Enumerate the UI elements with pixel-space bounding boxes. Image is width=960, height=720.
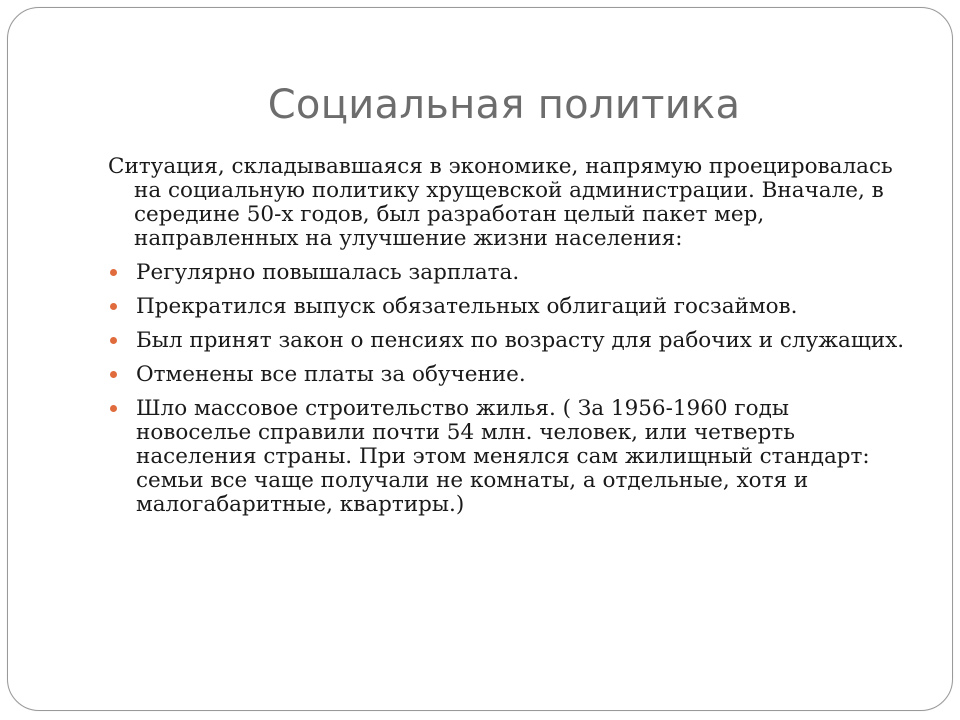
bullet-text: Регулярно повышалась зарплата.	[136, 260, 520, 285]
bullet-text: Шло массовое строительство жилья. ( За 1956-1960 годы новоселье справили почти 54 млн. человек, или четверть населения страны. При этом менялся сам жилищный стандарт: семьи все чаще получали не комнаты, а отдельные, хотя и малогабаритные, квартиры.)	[136, 396, 870, 517]
bullet-icon	[110, 269, 117, 276]
bullet-icon	[110, 405, 117, 412]
slide-title: Социальная политика	[267, 82, 741, 128]
bullet-list	[108, 261, 908, 517]
bullet-text: Отменены все платы за обучение.	[136, 362, 526, 387]
bullet-icon	[110, 337, 117, 344]
bullet-text: Был принят закон о пенсиях по возрасту для рабочих и служащих.	[136, 328, 905, 353]
list-item	[108, 329, 908, 353]
bullet-text: Прекратился выпуск обязательных облигаций госзаймов.	[136, 294, 798, 319]
bullet-icon	[110, 371, 117, 378]
list-item	[108, 295, 908, 319]
list-item	[108, 363, 908, 387]
bullet-icon	[110, 303, 117, 310]
list-item	[108, 397, 908, 517]
intro-paragraph: Ситуация, складывавшаяся в экономике, напрямую проецировалась на социальную политику хрущевской администрации. Вначале, в середине 50-х годов, был разработан целый пакет мер, направленных на улучшение жизни населения:	[108, 154, 893, 251]
list-item	[108, 261, 908, 285]
slide-content	[108, 155, 908, 527]
